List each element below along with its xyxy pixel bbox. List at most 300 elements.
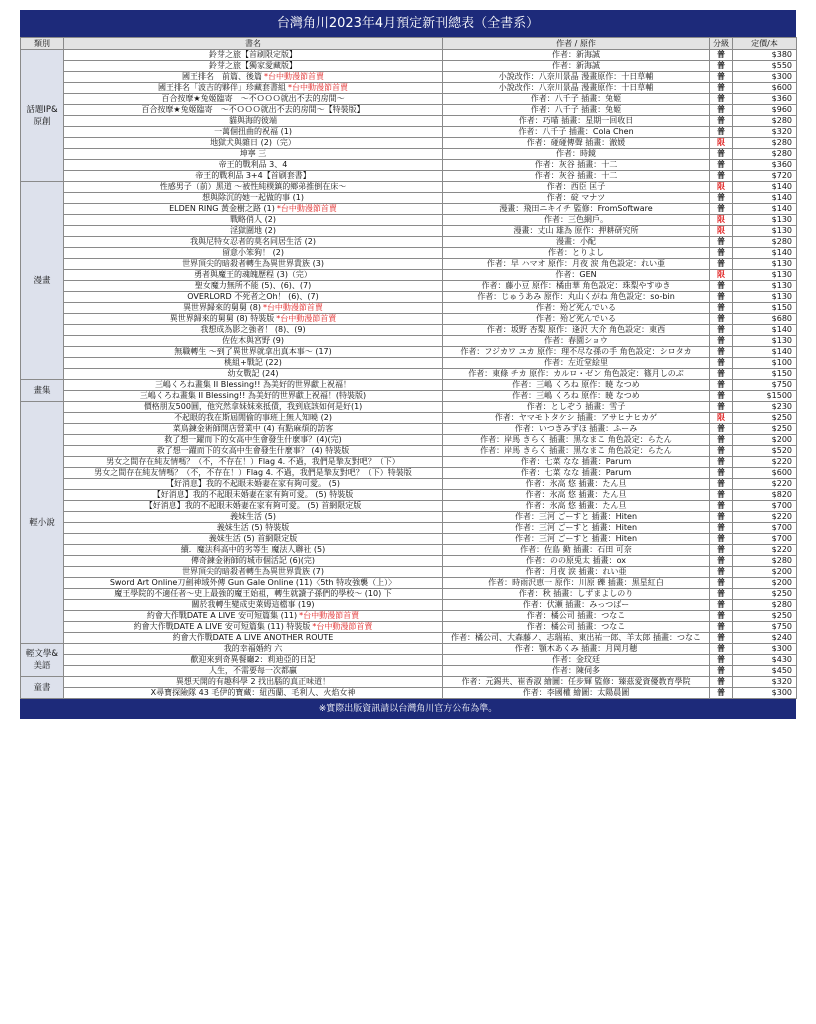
- book-title-cell: [64, 501, 443, 512]
- author-cell: 作者：三河 ごーすと 插畫：Hiten: [443, 512, 710, 523]
- event-note: *台中動漫節首賣: [276, 314, 337, 324]
- book-title: 桃組+戰記 (22): [224, 358, 282, 368]
- book-title-cell: [64, 424, 443, 435]
- book-title: 地獄犬與雜日 (2)（完）: [210, 138, 296, 148]
- book-title: 世界頂尖的暗殺者轉生為異世界貴族 (3): [182, 259, 324, 269]
- rating-cell: 普: [710, 94, 733, 105]
- price-cell: $150: [733, 369, 797, 380]
- table-row: [21, 182, 797, 193]
- author-cell: 作者：氷高 悠 插畫：たん旦: [443, 479, 710, 490]
- book-title: 幼女戰記 (24): [227, 369, 279, 379]
- price-cell: $820: [733, 490, 797, 501]
- price-cell: $250: [733, 589, 797, 600]
- table-row: [21, 237, 797, 248]
- book-title: 約會大作戰DATE A LIVE 安可短篇集 (11) 特裝版: [133, 622, 311, 632]
- book-title-cell: [64, 226, 443, 237]
- table-row: [21, 556, 797, 567]
- book-title-cell: [64, 435, 443, 446]
- book-title: 想與除沉的她一起做的事 (1): [202, 193, 304, 203]
- table-row: [21, 567, 797, 578]
- table-row: [21, 61, 797, 72]
- book-title-cell: [64, 94, 443, 105]
- book-title-cell: [64, 171, 443, 182]
- book-title: Sword Art Online刀劍神域外傳 Gun Gale Online (11)〈5th 特攻強襲（上）〉: [109, 578, 397, 588]
- price-cell: $130: [733, 259, 797, 270]
- table-row: [21, 512, 797, 523]
- book-title: 約會大作戰DATE A LIVE 安可短篇集 (11): [146, 611, 298, 621]
- book-title: 佐佐木與宮野 (9): [222, 336, 284, 346]
- rating-cell: 普: [710, 600, 733, 611]
- book-title: ELDEN RING 黃金樹之路 (1): [169, 204, 275, 214]
- book-title: 聖女魔力無所不能 (5)、(6)、(7): [194, 281, 312, 291]
- book-title-cell: [64, 61, 443, 72]
- book-title-cell: [64, 545, 443, 556]
- book-title-cell: [64, 688, 443, 699]
- author-cell: 作者：八千子 插畫：兔姬: [443, 94, 710, 105]
- author-cell: 小說改作：八奈川景晶 漫畫原作：十日草輔: [443, 72, 710, 83]
- book-title: 帝王的戰利品 3+4【首刷套書】: [195, 171, 311, 181]
- rating-cell: 普: [710, 281, 733, 292]
- price-cell: $300: [733, 644, 797, 655]
- rating-cell: 普: [710, 83, 733, 94]
- table-row: [21, 435, 797, 446]
- price-cell: $700: [733, 534, 797, 545]
- table-row: [21, 633, 797, 644]
- table-row: [21, 369, 797, 380]
- book-title-cell: [64, 325, 443, 336]
- book-title: 國王排名「波吉的夥伴」珍藏套書組: [158, 83, 286, 93]
- rating-cell: 普: [710, 105, 733, 116]
- rating-cell: 普: [710, 149, 733, 160]
- book-title-cell: [64, 248, 443, 259]
- book-title-cell: [64, 292, 443, 303]
- author-cell: 作者：藤小豆 原作：橘由華 角色設定：珠梨やすゆき: [443, 281, 710, 292]
- book-title: 一萬個扭曲的祝福 (1): [214, 127, 292, 137]
- price-cell: $280: [733, 237, 797, 248]
- table-row: [21, 226, 797, 237]
- book-title: OVERLORD 不死者之Oh！ (6)、(7): [187, 292, 319, 302]
- table-row: [21, 50, 797, 61]
- book-title-cell: [64, 193, 443, 204]
- book-title-cell: [64, 622, 443, 633]
- price-cell: $140: [733, 204, 797, 215]
- table-row: [21, 259, 797, 270]
- book-title-cell: [64, 556, 443, 567]
- author-cell: 漫畫：小配: [443, 237, 710, 248]
- author-cell: 作者：八千子 插畫：Cola Chen: [443, 127, 710, 138]
- book-title-cell: [64, 160, 443, 171]
- rating-cell: 限: [710, 138, 733, 149]
- price-cell: $250: [733, 424, 797, 435]
- header-title: 書名: [64, 38, 443, 50]
- author-cell: 作者：のの原兎太 插畫：ox: [443, 556, 710, 567]
- price-cell: $240: [733, 633, 797, 644]
- book-title-cell: [64, 655, 443, 666]
- event-note: *台中動漫節首賣: [262, 303, 323, 313]
- price-cell: $130: [733, 292, 797, 303]
- category-cell: 童書: [21, 677, 64, 699]
- rating-cell: 普: [710, 611, 733, 622]
- rating-cell: 限: [710, 226, 733, 237]
- author-cell: 作者：ヤマモトタケシ 插畫：アサヒナヒカゲ: [443, 413, 710, 424]
- book-title-cell: [64, 446, 443, 457]
- author-cell: 漫畫：飛田ニキイチ 監修：FromSoftware: [443, 204, 710, 215]
- rating-cell: 普: [710, 116, 733, 127]
- book-title: 貓與海的彼端: [229, 116, 277, 126]
- book-title: 帝王的戰利品 3、4: [218, 160, 288, 170]
- rating-cell: 普: [710, 303, 733, 314]
- price-cell: $360: [733, 160, 797, 171]
- rating-cell: 普: [710, 435, 733, 446]
- book-title-cell: [64, 380, 443, 391]
- author-cell: 作者：碇 マナツ: [443, 193, 710, 204]
- header-category: 類別: [21, 38, 64, 50]
- price-cell: $250: [733, 413, 797, 424]
- book-title: 我與尼特女忍者的莫名同居生活 (2): [190, 237, 316, 247]
- author-cell: 作者：東條 チカ 原作：カルロ・ゼン 角色設定：篠月しのぶ: [443, 369, 710, 380]
- author-cell: 作者：三色網戶。: [443, 215, 710, 226]
- book-title-cell: [64, 127, 443, 138]
- price-cell: $1500: [733, 391, 797, 402]
- price-cell: $430: [733, 655, 797, 666]
- rating-cell: 普: [710, 556, 733, 567]
- price-cell: $140: [733, 347, 797, 358]
- table-row: [21, 314, 797, 325]
- book-title: 國王排名 前篇、後篇: [182, 72, 262, 82]
- table-row: [21, 336, 797, 347]
- book-title-cell: [64, 116, 443, 127]
- author-cell: 作者：早 ハマオ 原作：月夜 涙 角色設定：れい亜: [443, 259, 710, 270]
- table-row: [21, 171, 797, 182]
- rating-cell: 普: [710, 171, 733, 182]
- book-title-cell: [64, 490, 443, 501]
- table-row: [21, 523, 797, 534]
- table-row: [21, 501, 797, 512]
- book-title: 性感男子（前）黑道 ～被性純樸鎮的鄉弟推倒在床～: [159, 182, 347, 192]
- table-row: [21, 611, 797, 622]
- rating-cell: 普: [710, 259, 733, 270]
- author-cell: 作者：灰谷 插畫：十二: [443, 160, 710, 171]
- book-title: 世界頂尖的暗殺者轉生為異世界貴族 (7): [182, 567, 324, 577]
- rating-cell: 普: [710, 248, 733, 259]
- author-cell: 作者：左近堂絵里: [443, 358, 710, 369]
- price-cell: $150: [733, 303, 797, 314]
- price-cell: $220: [733, 512, 797, 523]
- book-title: 義妹生活 (5) 首網限定版: [208, 534, 298, 544]
- author-cell: 作者：橘公司 插畫：つなこ: [443, 622, 710, 633]
- book-title-cell: [64, 358, 443, 369]
- book-title-cell: [64, 457, 443, 468]
- book-title: 我想成為影之強者！ (8)、(9): [200, 325, 306, 335]
- book-title-cell: [64, 677, 443, 688]
- book-title: 價格朋友500圓，他究然拿妹妹來抵債，我到底該如何是好(1): [143, 402, 363, 412]
- table-row: [21, 479, 797, 490]
- table-row: [21, 270, 797, 281]
- book-title-cell: [64, 369, 443, 380]
- rating-cell: 限: [710, 270, 733, 281]
- price-cell: $130: [733, 270, 797, 281]
- header-row: [21, 38, 797, 50]
- category-cell: 漫畫: [21, 182, 64, 380]
- author-cell: 作者：八千子 插畫：兔姬: [443, 105, 710, 116]
- book-title-cell: [64, 237, 443, 248]
- author-cell: 漫畫：丈山 雄為 原作：押耕研究所: [443, 226, 710, 237]
- book-title: 三嶋くろね畫集 II Blessing!! 為美好的世界獻上祝福！: [154, 380, 352, 390]
- table-row: [21, 281, 797, 292]
- book-title: 傳奇鍊金術師的城市個活記 (6)(完): [190, 556, 316, 566]
- rating-cell: 普: [710, 589, 733, 600]
- author-cell: 作者：三河 ごーすと 插畫：Hiten: [443, 523, 710, 534]
- price-cell: $750: [733, 622, 797, 633]
- author-cell: 作者：いつきみずほ 插畫：ふーみ: [443, 424, 710, 435]
- book-title-cell: [64, 413, 443, 424]
- book-title: 我的幸福婚約 六: [223, 644, 283, 654]
- price-cell: $450: [733, 666, 797, 677]
- book-title-cell: [64, 259, 443, 270]
- price-cell: $100: [733, 358, 797, 369]
- event-note: *台中動漫節首賣: [264, 72, 324, 82]
- book-title-cell: [64, 215, 443, 226]
- rating-cell: 普: [710, 314, 733, 325]
- event-note: *台中動漫節首賣: [276, 204, 337, 214]
- book-title-cell: [64, 512, 443, 523]
- price-cell: $130: [733, 226, 797, 237]
- author-cell: 作者：新海誠: [443, 61, 710, 72]
- table-row: [21, 105, 797, 116]
- rating-cell: 限: [710, 413, 733, 424]
- table-row: [21, 303, 797, 314]
- table-row: [21, 677, 797, 688]
- rating-cell: 普: [710, 666, 733, 677]
- table-row: [21, 468, 797, 479]
- footer-note: ※實際出版資訊請以台灣角川官方公布為準。: [20, 699, 796, 719]
- price-cell: $200: [733, 567, 797, 578]
- book-title: 救了想一躍而下的女高中生會發生什麼事？ (4) 特裝版: [156, 446, 350, 456]
- author-cell: 作者：とりよし: [443, 248, 710, 259]
- price-cell: $720: [733, 171, 797, 182]
- book-title-cell: [64, 149, 443, 160]
- table-row: [21, 457, 797, 468]
- price-cell: $130: [733, 336, 797, 347]
- price-cell: $220: [733, 545, 797, 556]
- book-title-cell: [64, 105, 443, 116]
- book-title: 魔王學院的不適任者～史上最強的魔王始祖，轉生就讀子孫們的學校～ (10) 下: [114, 589, 392, 599]
- price-cell: $140: [733, 193, 797, 204]
- book-title: 百合按摩★兔姬臨寄 ～不ＯＯＯ就出不去的房間～: [161, 94, 345, 104]
- price-cell: $130: [733, 281, 797, 292]
- book-title-cell: [64, 270, 443, 281]
- book-title-cell: [64, 347, 443, 358]
- price-cell: $220: [733, 479, 797, 490]
- book-title: 男女之間存在純友情嗎？（不，不存在！）Flag 4. 不過，我們是摯友對吧？（下）特裝版: [94, 468, 412, 478]
- author-cell: 作者：岸馬 きらく 插畫：黒なまこ 角色設定：らたん: [443, 435, 710, 446]
- table-row: [21, 380, 797, 391]
- rating-cell: 普: [710, 655, 733, 666]
- rating-cell: 普: [710, 622, 733, 633]
- price-cell: $680: [733, 314, 797, 325]
- book-title-cell: [64, 534, 443, 545]
- rating-cell: 普: [710, 380, 733, 391]
- table-row: [21, 193, 797, 204]
- price-cell: $140: [733, 325, 797, 336]
- release-sheet: [20, 10, 796, 719]
- book-title-cell: [64, 204, 443, 215]
- table-row: [21, 83, 797, 94]
- rating-cell: 普: [710, 468, 733, 479]
- table-row: [21, 215, 797, 226]
- book-title: 百合按摩★兔姬臨寄 ～不ＯＯＯ就出不去的房間～【特裝版】: [141, 105, 365, 115]
- book-title: 【好消息】我的不起眼未婚妻在家有夠可愛。 (5) 首網限定版: [144, 501, 362, 511]
- author-cell: 作者：新海誠: [443, 50, 710, 61]
- event-note: *台中動漫節首賣: [312, 622, 373, 632]
- author-cell: 作者：殆ど死んでいる: [443, 314, 710, 325]
- book-title: 不起眼的我在斯屆閒偷的事班上無人知曉 (2): [174, 413, 332, 423]
- rating-cell: 普: [710, 204, 733, 215]
- price-cell: $300: [733, 688, 797, 699]
- author-cell: 作者：としぞう 插畫：雪子: [443, 402, 710, 413]
- rating-cell: 普: [710, 369, 733, 380]
- table-row: [21, 72, 797, 83]
- header-rating: 分級: [710, 38, 733, 50]
- table-row: [21, 116, 797, 127]
- author-cell: 作者：氷高 悠 插畫：たん旦: [443, 490, 710, 501]
- book-title-cell: [64, 72, 443, 83]
- rating-cell: 普: [710, 237, 733, 248]
- book-title: 異想天開的有趣科學 2 找出腦的真正味道！: [175, 677, 331, 687]
- author-cell: 作者：氷高 悠 插畫：たん旦: [443, 501, 710, 512]
- table-row: [21, 589, 797, 600]
- author-cell: 作者：秋 插畫：しずまよしのり: [443, 589, 710, 600]
- book-title-cell: [64, 523, 443, 534]
- rating-cell: 普: [710, 457, 733, 468]
- book-title-cell: [64, 83, 443, 94]
- price-cell: $130: [733, 215, 797, 226]
- book-title: 救了想一躍而下的女高中生會發生什麼事？(4)(完): [164, 435, 342, 445]
- book-title: 戰略俏人 (2): [230, 215, 276, 225]
- price-cell: $600: [733, 83, 797, 94]
- category-cell: 畫集: [21, 380, 64, 402]
- table-row: [21, 578, 797, 589]
- author-cell: 作者：伏瀬 插畫：みっつばー: [443, 600, 710, 611]
- table-row: [21, 424, 797, 435]
- book-title-cell: [64, 314, 443, 325]
- rating-cell: 普: [710, 50, 733, 61]
- book-title: 義妹生活 (5): [230, 512, 276, 522]
- author-cell: 作者：李國權 繪圖：太陽晨圖: [443, 688, 710, 699]
- rating-cell: 普: [710, 358, 733, 369]
- rating-cell: 普: [710, 325, 733, 336]
- author-cell: 作者：陳伺多: [443, 666, 710, 677]
- rating-cell: 普: [710, 545, 733, 556]
- price-cell: $520: [733, 446, 797, 457]
- rating-cell: 普: [710, 633, 733, 644]
- rating-cell: 普: [710, 501, 733, 512]
- rating-cell: 普: [710, 347, 733, 358]
- price-cell: $280: [733, 116, 797, 127]
- author-cell: 作者：春園ショウ: [443, 336, 710, 347]
- book-title: 留意小笨狗！ (2): [222, 248, 284, 258]
- rating-cell: 普: [710, 402, 733, 413]
- book-title-cell: [64, 50, 443, 61]
- table-row: [21, 490, 797, 501]
- book-title-cell: [64, 633, 443, 644]
- book-title: 菜鳥鍊金術師開店營業中 (4) 有點麻煩的訪客: [172, 424, 334, 434]
- author-cell: 作者：三嶋 くろね 原作：暁 なつめ: [443, 380, 710, 391]
- book-title-cell: [64, 468, 443, 479]
- book-title: X尋寶探險隊 43 毛伊的寶藏：紐西蘭、毛利人、火焰女神: [150, 688, 356, 698]
- price-cell: $550: [733, 61, 797, 72]
- table-row: [21, 402, 797, 413]
- rating-cell: 普: [710, 578, 733, 589]
- author-cell: 作者：坂野 杏梨 原作：逢沢 大介 角色設定：東西: [443, 325, 710, 336]
- book-title: 約會大作戰DATE A LIVE ANOTHER ROUTE: [172, 633, 334, 643]
- rating-cell: 普: [710, 446, 733, 457]
- header-author: 作者 / 原作: [443, 38, 710, 50]
- price-cell: $960: [733, 105, 797, 116]
- rating-cell: 普: [710, 61, 733, 72]
- table-row: [21, 545, 797, 556]
- author-cell: 作者：橘公司 插畫：つなこ: [443, 611, 710, 622]
- author-cell: 作者：佐島 勤 插畫：石田 可奈: [443, 545, 710, 556]
- rating-cell: 普: [710, 292, 733, 303]
- book-title: 三嶋くろね畫集 II Blessing!! 為美好的世界獻上祝福！(特裝版): [139, 391, 367, 401]
- book-title-cell: [64, 336, 443, 347]
- rating-cell: 普: [710, 534, 733, 545]
- table-row: [21, 204, 797, 215]
- rating-cell: 普: [710, 490, 733, 501]
- author-cell: 作者：GEN: [443, 270, 710, 281]
- book-title: 鈴芽之旅【首刷限定版】: [209, 50, 297, 60]
- table-row: [21, 622, 797, 633]
- book-title: 人生，不需要每一次都贏: [209, 666, 297, 676]
- price-cell: $600: [733, 468, 797, 479]
- price-cell: $320: [733, 677, 797, 688]
- table-row: [21, 688, 797, 699]
- author-cell: 作者：殆ど死んでいる: [443, 303, 710, 314]
- rating-cell: 普: [710, 688, 733, 699]
- author-cell: 作者：時雨沢恵一 原作：川原 礫 插畫：黒星紅白: [443, 578, 710, 589]
- book-title: 【好消息】我的不起眼未婚妻在家有夠可愛。 (5): [166, 479, 340, 489]
- table-row: [21, 94, 797, 105]
- price-cell: $140: [733, 182, 797, 193]
- rating-cell: 普: [710, 512, 733, 523]
- author-cell: 作者：灰谷 插畫：十二: [443, 171, 710, 182]
- book-title: 異世界歸來的舅舅 (8): [183, 303, 261, 313]
- price-cell: $280: [733, 556, 797, 567]
- price-cell: $250: [733, 611, 797, 622]
- rating-cell: 普: [710, 160, 733, 171]
- price-cell: $280: [733, 149, 797, 160]
- event-note: *台中動漫節首賣: [288, 83, 348, 93]
- rating-cell: 普: [710, 72, 733, 83]
- table-row: [21, 446, 797, 457]
- book-title-cell: [64, 567, 443, 578]
- book-title: 無職轉生 ～到了異世界就拿出真本事～ (17): [174, 347, 332, 357]
- event-note: *台中動漫節首賣: [299, 611, 360, 621]
- book-title-cell: [64, 303, 443, 314]
- price-cell: $230: [733, 402, 797, 413]
- table-row: [21, 248, 797, 259]
- author-cell: 作者：フジカワ ユカ 原作：理不尽な孫の手 角色設定：シロタカ: [443, 347, 710, 358]
- rating-cell: 普: [710, 193, 733, 204]
- table-row: [21, 358, 797, 369]
- book-title-cell: [64, 666, 443, 677]
- rating-cell: 限: [710, 215, 733, 226]
- price-cell: $750: [733, 380, 797, 391]
- author-cell: 作者：三嶋 くろね 原作：暁 なつめ: [443, 391, 710, 402]
- book-title-cell: [64, 644, 443, 655]
- rating-cell: 普: [710, 677, 733, 688]
